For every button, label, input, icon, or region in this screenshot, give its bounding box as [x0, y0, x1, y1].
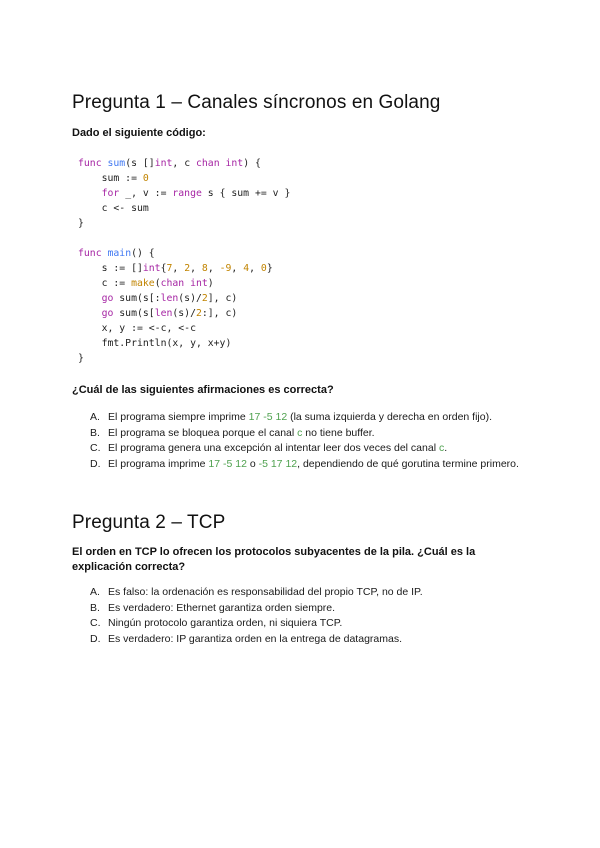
- text-segment: El programa siempre imprime: [108, 411, 249, 423]
- code-line: [78, 218, 84, 229]
- option-letter: B.: [90, 601, 100, 614]
- text-segment: 2: [184, 263, 191, 274]
- question-1-prompt: ¿Cuál de las siguientes afirmaciones es correcta?: [72, 384, 334, 396]
- text-segment: (s []: [125, 158, 155, 169]
- option-letter: A.: [90, 411, 100, 423]
- option-letter: B.: [90, 426, 100, 439]
- text-segment: no tiene buffer.: [302, 426, 375, 439]
- text-segment: c :=: [78, 278, 132, 289]
- text-segment: 7: [166, 263, 173, 274]
- text-segment: {: [160, 263, 167, 274]
- text-segment: 2: [201, 293, 208, 304]
- text-segment: El programa imprime: [108, 457, 209, 470]
- text-segment: s { sum += v }: [201, 188, 291, 199]
- code-line: [78, 323, 196, 334]
- code-line: [78, 308, 237, 319]
- text-segment: -9: [219, 263, 232, 274]
- code-block: [78, 156, 290, 366]
- text-segment: ,: [207, 263, 220, 274]
- code-line: [78, 338, 231, 349]
- text-segment: len: [160, 293, 179, 304]
- text-segment: func: [78, 158, 108, 169]
- text-segment: ,: [172, 263, 185, 274]
- option-letter: C.: [90, 442, 101, 454]
- option-c: [90, 616, 540, 632]
- text-segment: , dependiendo de qué gorutina termine primero.: [297, 457, 519, 470]
- inline-code: c: [438, 442, 445, 454]
- code-line: [78, 263, 273, 274]
- text-segment: int: [225, 158, 244, 169]
- text-segment: go: [101, 308, 114, 319]
- option-letter: D.: [90, 457, 101, 470]
- text-segment: El programa genera una excepción al intentar leer dos veces del canal: [108, 442, 439, 454]
- text-segment: 2: [195, 308, 202, 319]
- inline-code: -5 17 12: [258, 457, 298, 470]
- text-segment: }: [78, 353, 84, 364]
- text-segment: s := []: [78, 263, 143, 274]
- text-segment: ], c): [207, 293, 238, 304]
- text-segment: o: [246, 457, 259, 470]
- text-segment: int: [190, 278, 208, 289]
- text-segment: sum :=: [78, 173, 143, 184]
- option-letter: D.: [90, 632, 101, 645]
- text-segment: Ningún protocolo garantiza orden, ni siquiera TCP.: [108, 617, 343, 629]
- text-segment: [78, 293, 102, 304]
- option-d: [90, 457, 540, 473]
- text-segment: [78, 308, 102, 319]
- question-1-title: Pregunta 1 – Canales síncronos en Golang: [72, 92, 441, 113]
- text-segment: (la suma izquierda y derecha en orden fijo).: [287, 411, 493, 423]
- text-segment: range: [172, 188, 202, 199]
- text-segment: (: [154, 278, 161, 289]
- text-segment: , c: [172, 158, 196, 169]
- text-segment: ,: [231, 263, 244, 274]
- text-segment: go: [101, 293, 114, 304]
- text-segment: _, v :=: [119, 188, 173, 199]
- code-line: [78, 203, 149, 214]
- option-b: [90, 426, 540, 442]
- text-segment: c <- sum: [78, 203, 149, 214]
- text-segment: }: [266, 263, 273, 274]
- code-line: [78, 248, 155, 259]
- option-a: [90, 410, 540, 426]
- question-2-title: Pregunta 2 – TCP: [72, 512, 226, 533]
- text-segment: x, y := <-c, <-c: [78, 323, 196, 334]
- option-letter: C.: [90, 617, 101, 629]
- code-line: [78, 173, 149, 184]
- text-segment: (s)/: [178, 293, 202, 304]
- text-segment: ) {: [243, 158, 261, 169]
- text-segment: Es verdadero: IP garantiza orden en la entrega de datagramas.: [108, 632, 402, 645]
- option-letter: A.: [90, 586, 100, 598]
- text-segment: 0: [142, 173, 149, 184]
- code-line: [78, 278, 214, 289]
- question-1-options: [90, 410, 540, 472]
- text-segment: 4: [243, 263, 250, 274]
- code-line: [78, 188, 290, 199]
- text-segment: func: [78, 248, 108, 259]
- text-segment: int: [142, 263, 161, 274]
- text-segment: Es falso: la ordenación es responsabilidad del propio TCP, no de IP.: [108, 586, 423, 598]
- text-segment: chan: [160, 278, 191, 289]
- text-segment: chan: [196, 158, 226, 169]
- text-segment: sum: [107, 158, 126, 169]
- text-segment: ,: [249, 263, 261, 274]
- inline-code: c: [297, 426, 303, 439]
- text-segment: .: [444, 442, 448, 454]
- option-d: [90, 632, 540, 648]
- code-line: [78, 158, 261, 169]
- question-2-options: [90, 585, 540, 647]
- text-segment: for: [101, 188, 120, 199]
- question-2-prompt: El orden en TCP lo ofrecen los protocolos subyacentes de la pila. ¿Cuál es la explicación correcta?: [72, 546, 476, 573]
- text-segment: main: [107, 248, 132, 259]
- option-b: [90, 601, 540, 617]
- code-line: [78, 353, 84, 364]
- text-segment: El programa se bloquea porque el canal: [108, 426, 298, 439]
- text-segment: () {: [131, 248, 155, 259]
- text-segment: ,: [190, 263, 202, 274]
- inline-code: 17 -5 12: [208, 457, 247, 470]
- text-segment: make: [131, 278, 155, 289]
- inline-code: 17 -5 12: [248, 411, 288, 423]
- text-segment: }: [78, 218, 84, 229]
- text-segment: sum(s[: [113, 308, 155, 319]
- question-1-intro: Dado el siguiente código:: [72, 127, 206, 139]
- text-segment: len: [154, 308, 173, 319]
- text-segment: 8: [201, 263, 208, 274]
- option-c: [90, 441, 540, 457]
- text-segment: Es verdadero: Ethernet garantiza orden siempre.: [108, 601, 336, 614]
- text-segment: ): [207, 278, 214, 289]
- text-segment: fmt.Println(x, y, x+y): [78, 338, 232, 349]
- option-a: [90, 585, 540, 601]
- text-segment: [78, 188, 102, 199]
- code-line: [78, 293, 237, 304]
- text-segment: 0: [260, 263, 267, 274]
- text-segment: sum(s[:: [113, 293, 161, 304]
- text-segment: (s)/: [172, 308, 196, 319]
- text-segment: :], c): [201, 308, 238, 319]
- text-segment: int: [154, 158, 173, 169]
